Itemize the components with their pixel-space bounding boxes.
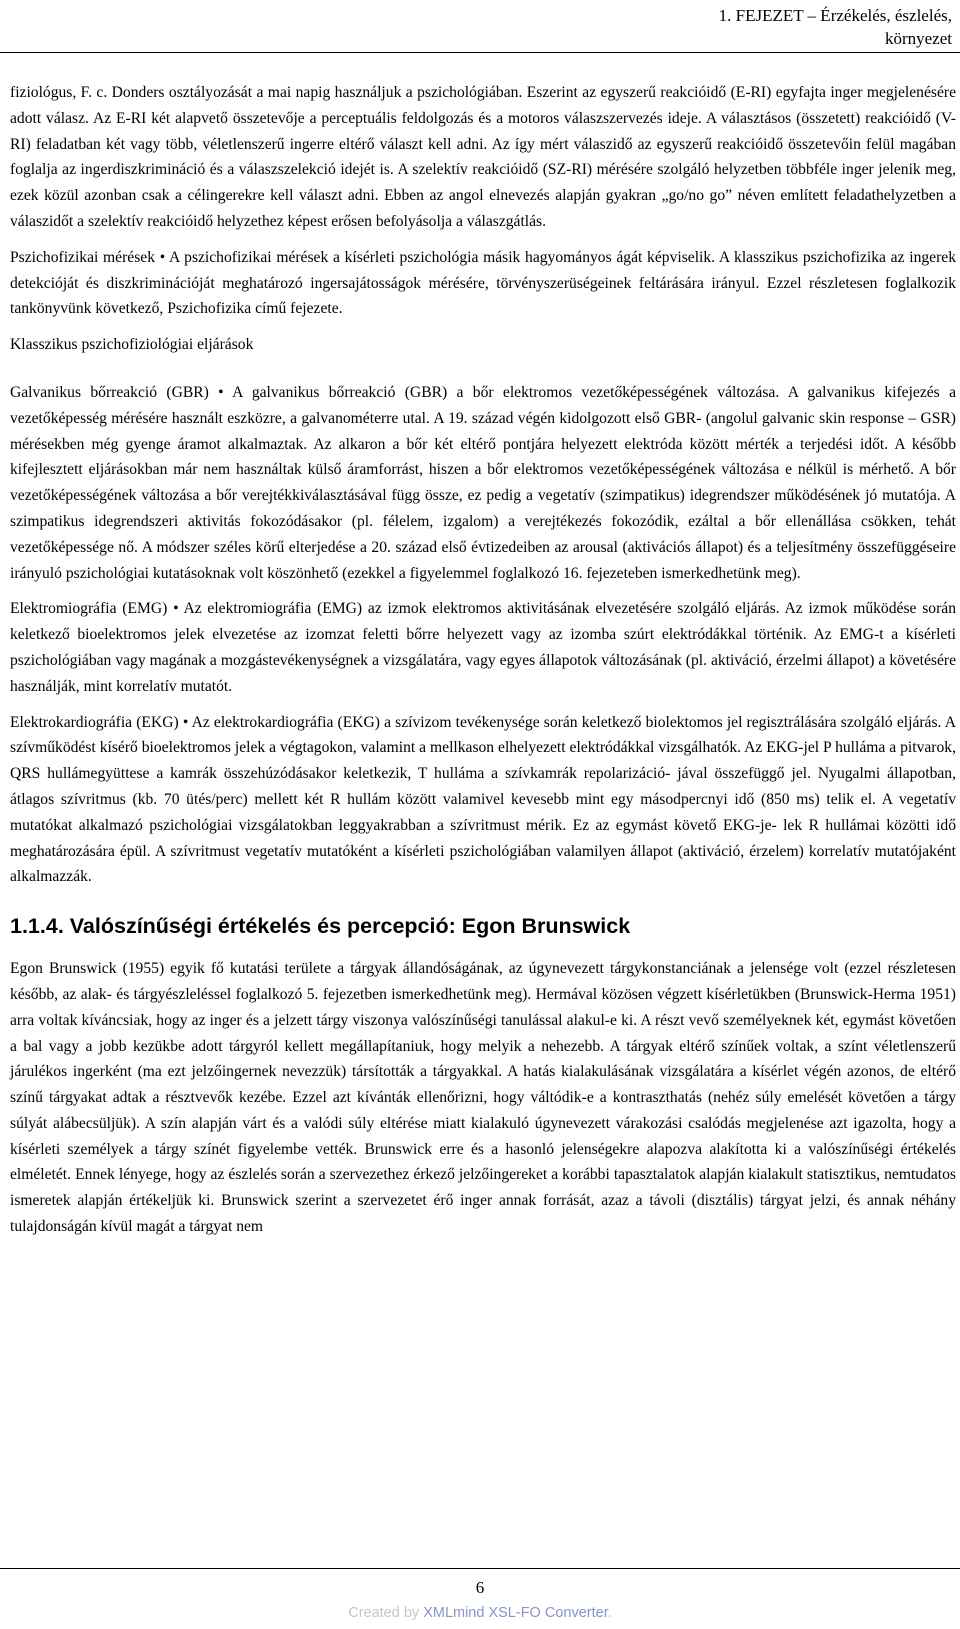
paragraph-ekg: Elektrokardiográfia (EKG) • Az elektrokardiográfia (EKG) a szívizom tevékenysége során keletkező biolektomos jel regisztrálására szolgáló eljárás. A szívműködést kísérő bioelektromos jelek a végtagokon, valamint a mellkason elhelyezett elektródákkal vizsgálhatók. Az EKG-jel P hulláma a pitvarok, QRS hullámegyüttese a kamrák összehúzódásakor keletkezik, T hulláma a szívkamrák repolarizáció- jával összefüggő jel. Nyugalmi állapotban, átlagos szívritmus (kb. 70 ütés/perc) mellett két R hullám között valamivel kevesebb mint egy másodpercnyi idő (850 ms) telik el. A vegetatív mutatókat alkalmazó pszichológiai vizsgálatokban leggyakrabban a szívritmust mérik. Ez az egymást követő EKG-je- lek R hullámai közötti idő meghatározására épül. A szívritmust vegetatív mutatóként a kísérleti pszichológiában valamilyen állapot (aktiváció, érzelem) korrelatív mutatójaként alkalmazzák. <box>10 713 956 886</box>
paragraph-brunswick: Egon Brunswick (1955) egyik fő kutatási területe a tárgyak állandóságának, az úgynevezett tárgykonstanciának a jelensége volt (ezzel részletesen később, az alak- és tárgyészleléssel foglalkozó 5. fejezetben ismerkedhetünk meg). Hermával közösen végzett kísérletükben (Brunswick-Herma 1951) arra voltak kíváncsiak, hogy az inger és a jelzett tárgy viszonya valószínűségi tanulással alakul-e ki. A részt vevő személyeknek két, egymást követően a bal vagy a jobb kezükbe adott tárgyról kellett megállapítaniuk, hogy melyik a nehezebb. A tárgyak eltérő színűek voltak, a színt véletlenszerű járulékos ingerként (ma ezt jelzőingernek nevezzük) társították a tárgyakkal. A hatás kialakulásának vizsgálatára a kísérlet végén azonos, de eltérő színű tárgyakat adtak a résztvevők kezébe. Ezzel azt kívánták ellenőrizni, hogy váltódik-e a kontraszthatás (nehéz súly emelését követően a tárgy súlyát alábecsüljük). A szín alapján várt és a valódi súly eltérése miatt kialakuló úgynevezett várakozási csalódás megjelenése azt igazolta, hogy a kísérleti személyek a tárgy színét figyelembe vették. Brunswick erre és a hasonló jelenségekre alapozva alakította ki a valószínűségi értékelés elméletét. Ennek lényege, hogy az észlelés során a szervezethez érkező jelzőingereket a korábbi tapasztalatok alapján kialakult statisztikus, nemtudatos ismeretek alapján értékeljük ki. Brunswick szerint a szervezetet érő inger annak forrását, azaz a távoli (disztális) tárgyat jelzi, és annak néhány tulajdonságán kívül magát a tárgyat nem <box>10 960 956 1236</box>
body-text <box>10 80 956 1250</box>
credit-product: XMLmind XSL-FO Converter <box>423 1605 608 1621</box>
running-header <box>552 4 952 50</box>
subsection-title: Klasszikus pszichofiziológiai eljárások <box>10 336 254 354</box>
credit-period: . <box>607 1605 612 1621</box>
converter-credit <box>0 1603 960 1623</box>
paragraph-gbr: Galvanikus bőrreakció (GBR) • A galvanikus bőrreakció (GBR) a bőr elektromos vezetőképességének változása. A galvanikus kifejezés a vezetőképesség mérésére használt eszközre, a galvanométerre utal. A 19. század végén kidolgozott első GBR- (angolul galvanic skin response – GSR) mérésekben még gyenge áramot alkalmaztak. Az alkaron a bőr két eltérő pontjára helyezett elektróda között mérték a terjedési időt. A később kifejlesztett eljárásokban már nem használtak külső áramforrást, hiszen a bőr elektromos vezetőképességének változása e nélkül is mérhető. A bőr vezetőképességének változása a bőr verejtékkiválasztásával függ össze, ez pedig a vegetatív (szimpatikus) idegrendszer működésének jó mutatója. A szimpatikus idegrendszeri aktivitás fokozódásakor (pl. félelem, izgalom) a verejtékezés fokozódik, ezáltal a bőr ellenállása csökken, tehát vezetőképessége nő. A módszer széles körű elterjedése a 20. század első évtizedeiben az arousal (aktivációs állapot) és a teljesítmény összefüggéseire irányuló pszichológiai kutatásoknak volt köszönhető (ezekkel a figyelemmel foglalkozó 16. fejezeteben ismerkedhetünk meg). <box>10 383 956 582</box>
page-number: 6 <box>475 1578 485 1597</box>
paragraph-psychophysics: Pszichofizikai mérések • A pszichofizikai mérések a kísérleti pszichológia másik hagyományos ágát képviselik. A klasszikus pszichofizika az ingerek detekcióját és diszkriminációját meghatározó ingersajátosságok mérésére, törvényszerüségeinek feltárására irányul. Ezzel részletesen foglalkozik tankönyvünk következő, Pszichofizika című fejezete. <box>10 248 956 318</box>
header-rule <box>0 52 960 53</box>
paragraph-reaction-time: fiziológus, F. c. Donders osztályozását a mai napig használjuk a pszichológiában. Eszerint az egyszerű reakcióidő (E-RI) egyfajta inger megjelenésére adott válasz. Az E-RI két alapvető összetevője a perceptuális feldolgozás és a motoros válaszszervezés ideje. A választásos (összetett) reakcióidő (V-RI) feladatban két vagy több, véletlenszerű ingerre eltérő választ kell adni. Az így mért válaszidő az egyszerű reakcióidő összetevőin felül magában foglalja az ingerdiszkrimináció és a válaszszelekció idejét is. A szelektív reakcióidő (SZ-RI) mérésére szolgáló helyzetben többféle inger jelenik meg, ezek közül azonban csak a célingerekre kell választ adni. Ebben az angol elnevezés alapján gyakran „go/no go” néven említett feladathelyzetben a válaszidőt a szelektív reakcióidő helyzethez képest erősen befolyásolja a válaszgátlás. <box>10 84 956 230</box>
credit-prefix: Created by <box>348 1605 420 1621</box>
section-heading: 1.1.4. Valószínűségi értékelés és percepció: Egon Brunswick <box>10 914 631 939</box>
chapter-title-line-2: környezet <box>884 29 952 48</box>
paragraph-emg: Elektromiográfia (EMG) • Az elektromiográfia (EMG) az izmok elektromos aktivitásának elvezetésére szolgáló eljárás. Az izmok működése során keletkező bioelektromos jelek elvezetése az izomzat feletti bőrre helyezett vagy az izomba szúrt elektródákkal történik. Az EMG-t a kísérleti pszichológiában vagy magának a mozgástevékenységnek a vizsgálatára, vagy egyes állapotok változásának (pl. aktiváció, érzelmi állapot) a követésére használják, mint korrelatív mutatót. <box>10 600 956 695</box>
chapter-title-line-1: 1. FEJEZET – Érzékelés, észlelés, <box>718 6 952 25</box>
footer-rule <box>0 1568 960 1569</box>
